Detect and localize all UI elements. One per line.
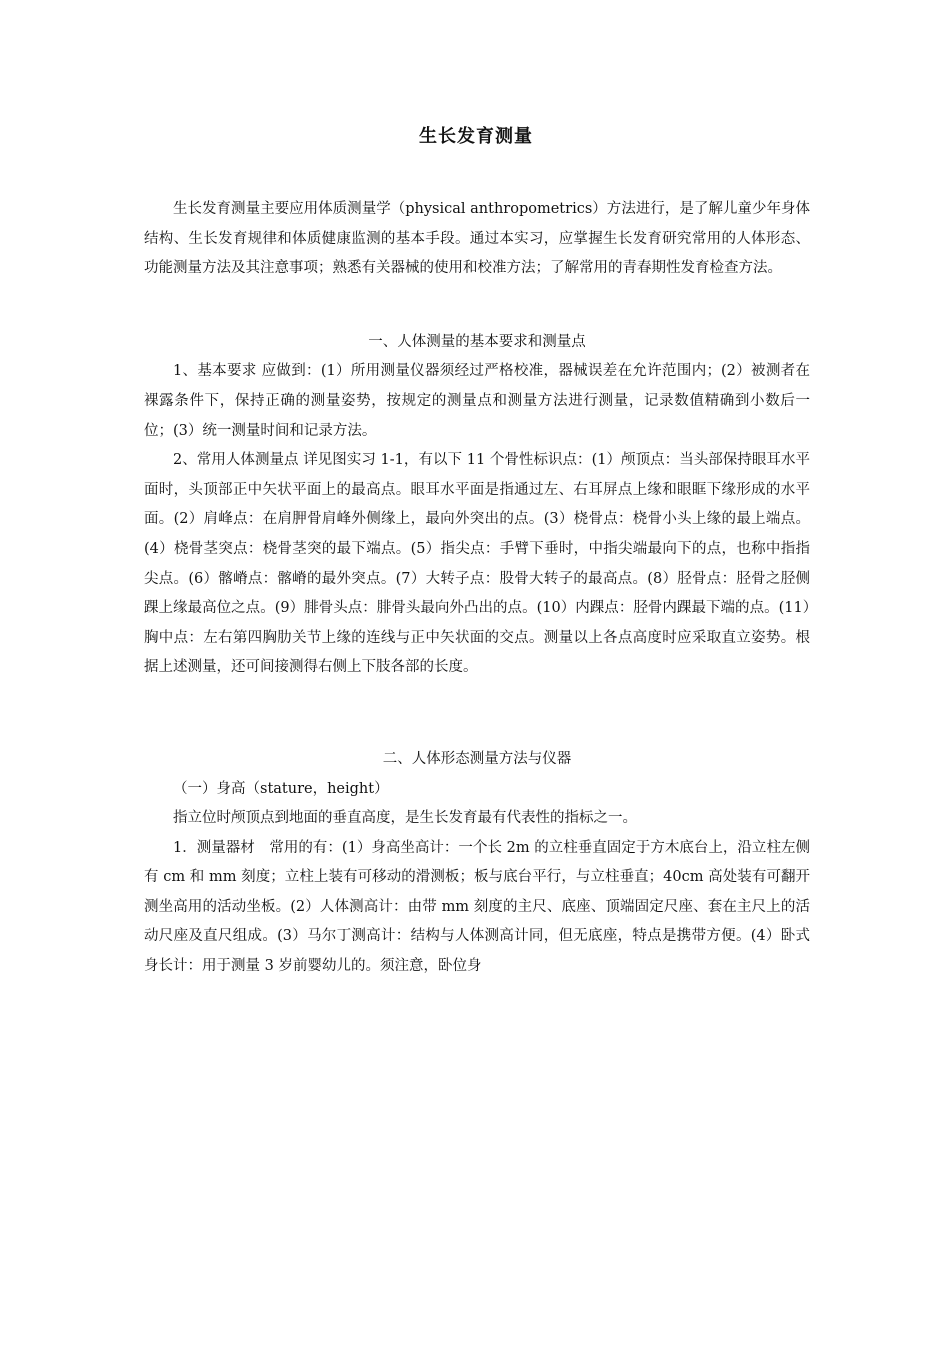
document-body xyxy=(144,195,810,982)
basic-requirements-paragraph: 1、基本要求 应做到：(1）所用测量仪器须经过严格校准，器械误差在允许范围内；(2）被测者在裸露条件下，保持正确的测量姿势，按规定的测量点和测量方法进行测量，记录数值精确到小数后一位；(3）统一测量时间和记录方法。 xyxy=(144,363,810,439)
document-title: 生长发育测量 xyxy=(419,126,533,147)
spacer xyxy=(144,284,810,328)
stature-definition-paragraph: 指立位时颅顶点到地面的垂直高度，是生长发育最有代表性的指标之一。 xyxy=(173,810,637,827)
section-heading-2: 二、人体形态测量方法与仪器 xyxy=(382,750,572,767)
spacer xyxy=(144,683,810,745)
section-heading-1: 一、人体测量的基本要求和测量点 xyxy=(368,333,586,350)
subsection-heading-stature: （一）身高（stature，height） xyxy=(173,780,389,797)
measurement-points-paragraph: 2、常用人体测量点 详见图实习 1-1，有以下 11 个骨性标识点：(1）颅顶点：当头部保持眼耳水平面时，头顶部正中矢状平面上的最高点。眼耳水平面是指通过左、右耳屏点上缘和眼眶下缘形成的水平面。(2）肩峰点：在肩胛骨肩峰外侧缘上，最向外突出的点。(3）桡骨点：桡骨小头上缘的最上端点。(4）桡骨茎突点：桡骨茎突的最下端点。(5）指尖点：手臂下垂时，中指尖端最向下的点，也称中指指尖点。(6）髂嵴点：髂嵴的最外突点。(7）大转子点：股骨大转子的最高点。(8）胫骨点：胫骨之胫侧踝上缘最高位之点。(9）腓骨头点：腓骨头最向外凸出的点。(10）内踝点：胫骨内踝最下端的点。(11）胸中点：左右第四胸肋关节上缘的连线与正中矢状面的交点。测量以上各点高度时应采取直立姿势。根据上述测量，还可间接测得右侧上下肢各部的长度。 xyxy=(144,452,811,676)
measuring-equipment-paragraph: 1．测量器材 常用的有：(1）身高坐高计：一个长 2m 的立柱垂直固定于方木底台上，沿立柱左侧有 cm 和 mm 刻度；立柱上装有可移动的滑测板；板与底台平行，与立柱垂直；40cm 高处装有可翻开测坐高用的活动坐板。(2）人体测高计：由带 mm 刻度的主尺、底座、顶端固定尺座、套在主尺上的活动尺座及直尺组成。(3）马尔丁测高计：结构与人体测高计同，但无底座，特点是携带方便。(4）卧式身长计：用于测量 3 岁前婴幼儿的。须注意，卧位身 xyxy=(144,839,810,975)
intro-paragraph: 生长发育测量主要应用体质测量学（physical anthropometrics）方法进行，是了解儿童少年身体结构、生长发育规律和体质健康监测的基本手段。通过本实习，应掌握生长发育研究常用的人体形态、功能测量方法及其注意事项；熟悉有关器械的使用和校准方法；了解常用的青春期性发育检查方法。 xyxy=(144,201,810,277)
